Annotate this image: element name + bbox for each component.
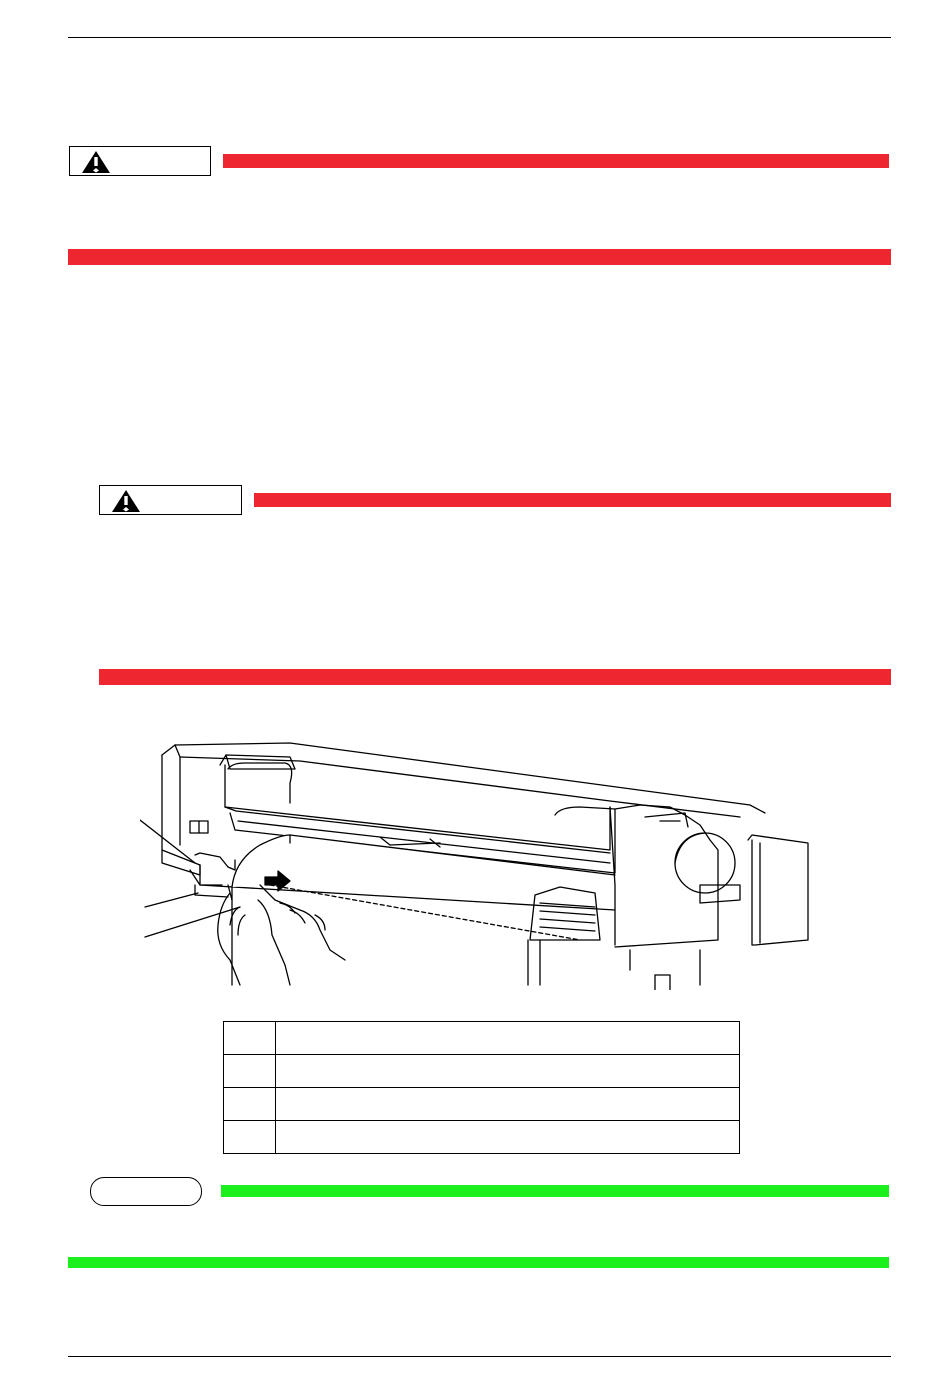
callout-description-cell	[276, 1022, 740, 1055]
callout-description-cell	[276, 1088, 740, 1121]
table-row	[224, 1055, 740, 1088]
printer-illustration	[140, 735, 820, 990]
callout-number-cell	[224, 1088, 276, 1121]
caution-footer-bar	[68, 249, 891, 265]
callout-number-cell	[224, 1022, 276, 1055]
caution-label-box	[99, 485, 242, 515]
table-row	[224, 1022, 740, 1055]
callout-description-cell	[276, 1121, 740, 1154]
note-footer-bar	[68, 1257, 889, 1268]
callout-description-cell	[276, 1055, 740, 1088]
callout-number-cell	[224, 1055, 276, 1088]
caution-label-box	[69, 146, 211, 176]
warning-triangle-icon	[111, 489, 141, 513]
table-row	[224, 1088, 740, 1121]
note-label-pill	[90, 1177, 202, 1206]
callout-legend-table	[223, 1021, 740, 1154]
caution-header-bar	[254, 493, 891, 507]
callout-number-cell	[224, 1121, 276, 1154]
caution-header-bar	[223, 154, 889, 168]
table-row	[224, 1121, 740, 1154]
caution-footer-bar	[99, 669, 891, 685]
warning-triangle-icon	[81, 150, 111, 174]
header-rule	[68, 37, 891, 38]
footer-rule	[68, 1356, 891, 1357]
note-header-bar	[221, 1185, 889, 1197]
